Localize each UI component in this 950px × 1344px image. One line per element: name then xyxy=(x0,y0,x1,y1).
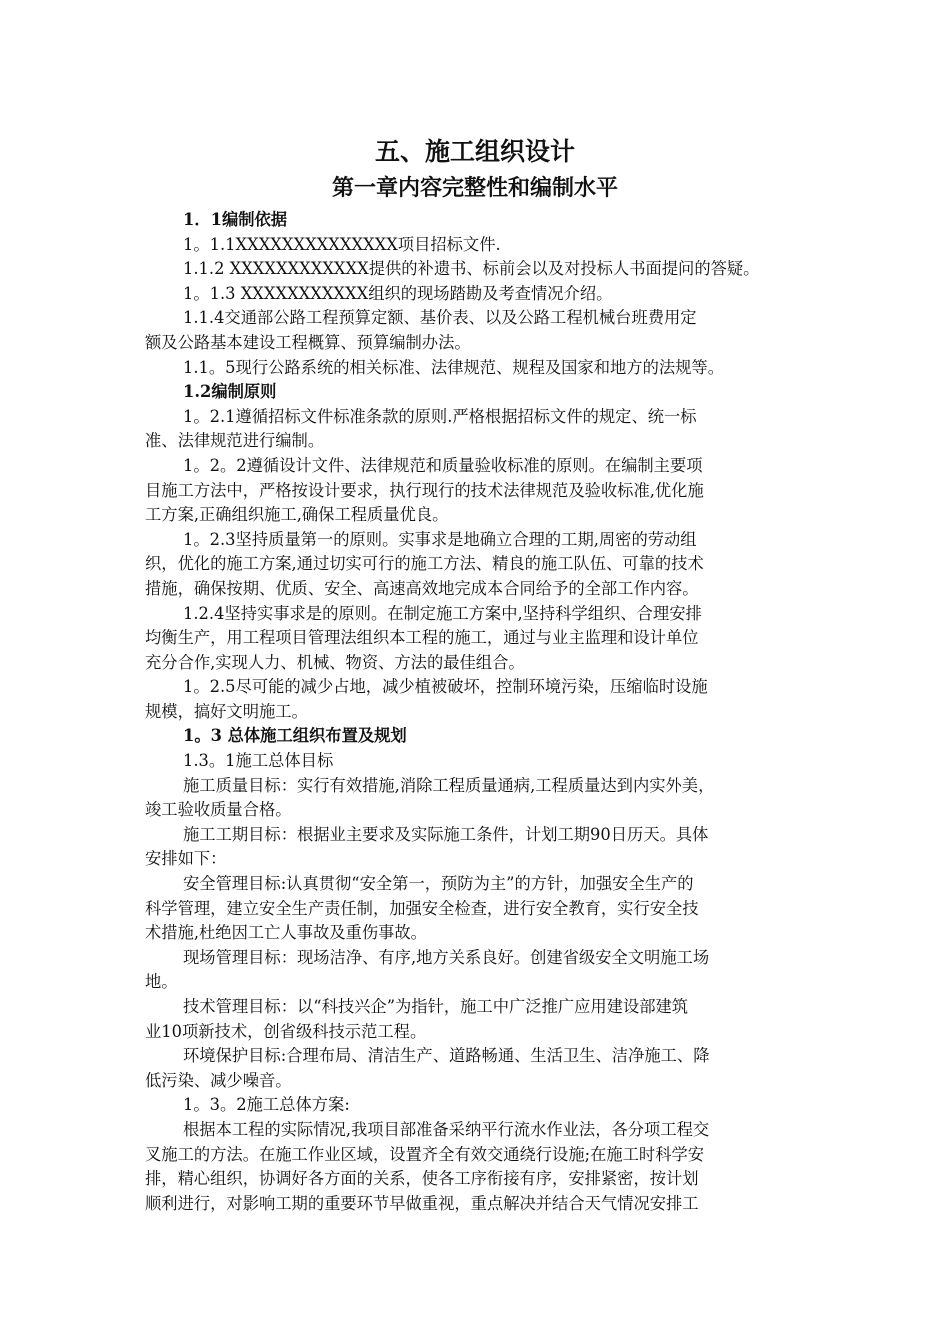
text-line: 地。 xyxy=(145,972,178,992)
text-line: 科学管理，建立安全生产责任制，加强安全检查，进行安全教育，实行安全技 xyxy=(145,898,699,918)
section-heading: 1．1编制依据 xyxy=(183,210,288,229)
text-line: 业10项新技术，创省级科技示范工程。 xyxy=(145,1021,427,1041)
text-line: 现场管理目标：现场洁净、有序,地方关系良好。创建省级安全文明施工场 xyxy=(183,947,710,967)
text-line: 充分合作,实现人力、机械、物资、方法的最佳组合。 xyxy=(145,652,525,672)
text-line: 施工质量目标：实行有效措施,消除工程质量通病,工程质量达到内实外美， xyxy=(183,775,715,795)
paragraph-lines xyxy=(0,208,950,1216)
text-line: 顺利进行，对影响工期的重要环节早做重视，重点解决并结合天气情况安排工 xyxy=(145,1193,699,1213)
text-line: 织，优化的施工方案,通过切实可行的施工方法、精良的施工队伍、可靠的技术 xyxy=(145,554,704,574)
section-heading: 1。3 总体施工组织布置及规划 xyxy=(183,726,407,746)
text-line: 环境保护目标:合理布局、清洁生产、道路畅通、生活卫生、洁净施工、降 xyxy=(183,1046,710,1066)
text-line: 1。1.3 XXXXXXXXXXX组织的现场踏勘及考查情况介绍。 xyxy=(183,283,613,303)
text-line: 技术管理目标：以“科技兴企”为指针，施工中广泛推广应用建设部建筑 xyxy=(183,997,689,1016)
text-line: 1。1.1XXXXXXXXXXXXXX项目招标文件. xyxy=(183,234,501,254)
text-line: 工方案,正确组织施工,确保工程质量优良。 xyxy=(145,505,449,525)
text-line: 1。3。2施工总体方案: xyxy=(183,1095,350,1115)
text-line: 1.2.4坚持实事求是的原则。在制定施工方案中,坚持科学组织、合理安排 xyxy=(183,603,702,623)
chapter-title: 第一章内容完整性和编制水平 xyxy=(331,175,618,201)
text-line: 根据本工程的实际情况,我项目部准备采纳平行流水作业法，各分项工程交 xyxy=(183,1119,710,1139)
text-line: 额及公路基本建设工程概算、预算编制办法。 xyxy=(145,332,471,352)
text-line: 1.3。1施工总体目标 xyxy=(183,751,334,771)
text-line: 1.1。5现行公路系统的相关标准、法律规范、规程及国家和地方的法规等。 xyxy=(183,357,724,377)
text-line: 1。2.1遵循招标文件标准条款的原则.严格根据招标文件的规定、统一标 xyxy=(183,406,697,426)
text-line: 低污染、减少噪音。 xyxy=(145,1070,292,1090)
text-line: 1。2.3坚持质量第一的原则。实事求是地确立合理的工期,周密的劳动组 xyxy=(183,529,697,549)
text-line: 目施工方法中，严格按设计要求，执行现行的技术法律规范及验收标准,优化施 xyxy=(145,480,704,500)
document-body xyxy=(0,134,950,1216)
section-heading: 1.2编制原则 xyxy=(183,382,277,402)
document-title: 五、施工组织设计 xyxy=(374,137,575,166)
text-line: 措施，确保按期、优质、安全、高速高效地完成本合同给予的全部工作内容。 xyxy=(145,578,699,598)
text-line: 1.1.4交通部公路工程预算定额、基价表、以及公路工程机械台班费用定 xyxy=(183,308,697,328)
text-line: 安全管理目标:认真贯彻“安全第一，预防为主”的方针，加强安全生产的 xyxy=(183,874,694,894)
text-line: 均衡生产，用工程项目管理法组织本工程的施工，通过与业主监理和设计单位 xyxy=(145,628,699,648)
text-line: 1。2。2遵循设计文件、法律规范和质量验收标准的原则。在编制主要项 xyxy=(183,455,703,475)
text-line: 1。2.5尽可能的减少占地，减少植被破坏，控制环境污染，压缩临时设施 xyxy=(183,677,708,697)
text-line: 施工工期目标：根据业主要求及实际施工条件，计划工期90日历天。具体 xyxy=(183,824,709,844)
text-line: 安排如下： xyxy=(145,849,227,869)
text-line: 规模，搞好文明施工。 xyxy=(145,701,308,721)
text-line: 准、法律规范进行编制。 xyxy=(145,431,325,451)
text-line: 竣工验收质量合格。 xyxy=(145,800,292,820)
text-line: 术措施,杜绝因工亡人事故及重伤事故。 xyxy=(145,923,427,943)
text-line: 排，精心组织，协调好各方面的关系，使各工序衔接有序，安排紧密，按计划 xyxy=(145,1169,699,1189)
text-line: 叉施工的方法。在施工作业区域，设置齐全有效交通绕行设施;在施工时科学安 xyxy=(145,1144,705,1164)
text-line: 1.1.2 XXXXXXXXXXXX提供的补遗书、标前会以及对投标人书面提问的答疑。 xyxy=(183,259,760,279)
